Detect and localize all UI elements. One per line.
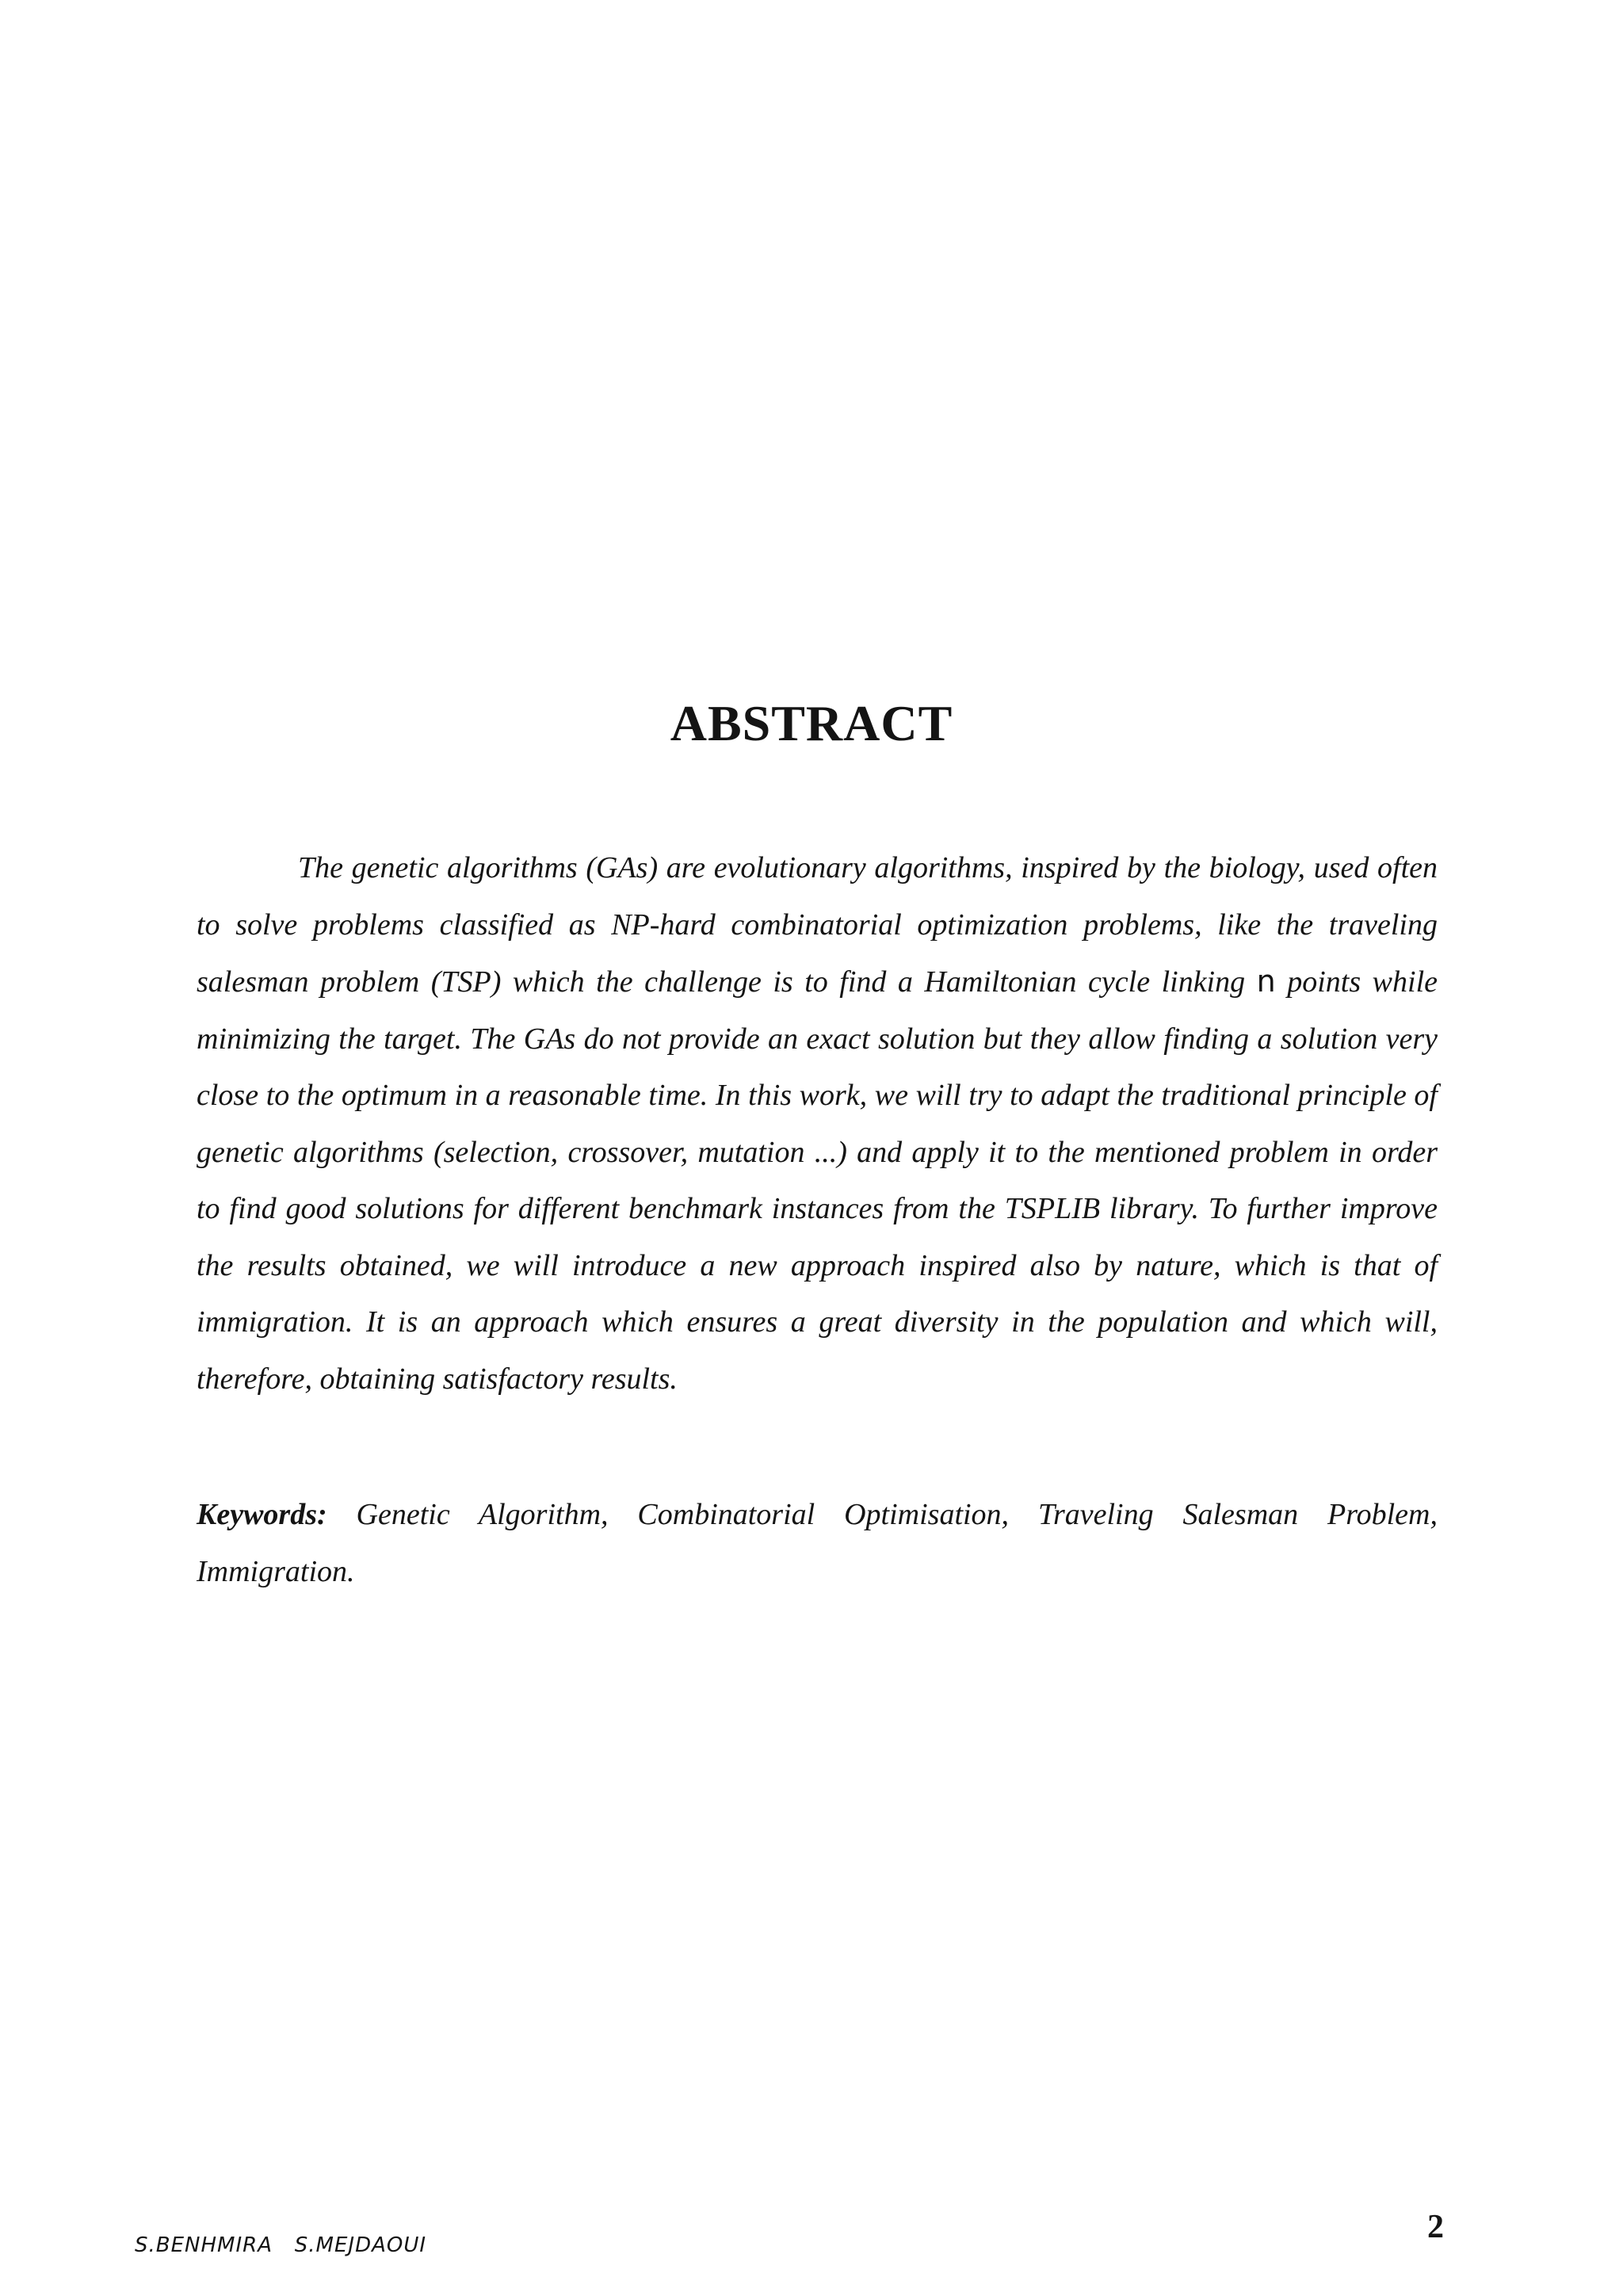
math-variable-n: n [1256,964,1276,999]
abstract-text-part-2: points while minimizing the target. The GAs do not provide an exact solution but they allow finding a solution very close to the optimum in a reasonable time. In this work, we will try to adapt the traditional principle of genetic algorithms (selection, crossover, mutation ...) and apply it to the mentioned problem in order to find good solutions for different benchmark instances from the TSPLIB library. To further improve the results obtained, we will introduce a new approach inspired also by nature, which is that of immigration. It is an approach which ensures a great diversity in the population and which will, therefore, obtaining satisfactory results. [197,965,1438,1396]
keywords-paragraph [197,1487,1438,1600]
abstract-paragraph [197,840,1438,1408]
abstract-heading: ABSTRACT [670,695,953,751]
abstract-text-part-1: The genetic algorithms (GAs) are evolutionary algorithms, inspired by the biology, used often to solve problems classified as NP-hard combinatorial optimization problems, like the traveling salesman problem (TSP) which the challenge is to find a Hamiltonian cycle linking [197,851,1438,999]
footer-authors: S.BENHMIRA S.MEJDAOUI [135,2233,427,2257]
keywords-label: Keywords: [197,1498,327,1531]
keywords-text: Genetic Algorithm, Combinatorial Optimisation, Traveling Salesman Problem, Immigration. [197,1498,1438,1588]
page-number: 2 [1427,2209,1444,2245]
